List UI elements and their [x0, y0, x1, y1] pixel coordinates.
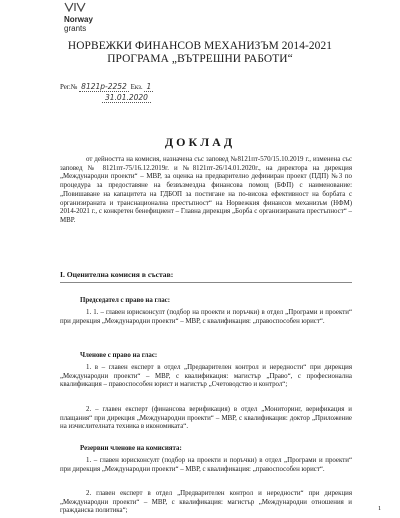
logo-mark-icon [64, 2, 86, 12]
intro-text: от дейността на комисия, назначена със заповед №8121пт-570/15.10.2019 г., изменена със заповед № 8121пт-75/16.12.2019г. и №8121пт-26/14.01.2020г., на директора на дирекция „Международни проекти“ – МВР, за оценка на предварително дефиниран проект (ПДП) №3 по процедура за предоставяне на безвъзмездна финансова помощ (БФП) с наименование: „Повишаване на капацитета на ГДБОП за постигане на по-висока ефективност на борбата с организираната и транснационална престъпност“ на Норвежкия финансов механизъм (НФМ) 2014-2021 г., с конкретен бенефициент – Главна дирекция „Борба с организираната престъпност“ – МВР. [60, 156, 352, 224]
document-title: ДОКЛАД [164, 135, 236, 149]
copy-label: Екз. [130, 83, 143, 91]
copy-number: 1 [146, 82, 152, 91]
header-title-line2: ПРОГРАМА „ВЪТРЕШНИ РАБОТИ“ [107, 53, 293, 65]
members-heading: Членове с право на глас: [80, 352, 158, 359]
chair-heading: Председател с право на глас: [80, 297, 170, 304]
registration-line [60, 82, 153, 91]
member2-text: 2. – главен експерт (финансова верификация) в отдел „Мониторинг, верификация и плащания“ при дирекция „Международни проекти“ – МВР, с квалификация: доктор „Приложение на изчислителната техника в икономиката“. [60, 406, 352, 431]
registration-date: 31.01.2020 [102, 93, 151, 103]
chair-item [60, 309, 352, 326]
reserve-item-1 [60, 457, 352, 474]
member-item-1 [60, 364, 352, 390]
header-title-line1: НОРВЕЖКИ ФИНАНСОВ МЕХАНИЗЪМ 2014-2021 [67, 40, 333, 52]
member-item-2 [60, 406, 352, 432]
page-number: 1 [378, 505, 382, 512]
logo-grants-text: grants [64, 24, 87, 33]
logo-norway-text: Norway [64, 15, 93, 24]
section-commission-title: I. Оценителна комисия в състав: [60, 270, 174, 279]
reserve2-text: 2. главен експерт в отдел „Предварителен контрол и нередности“ при дирекция „Международни проекти“ – МВР, с квалификация: магистър „Международни отношения и гражданска политика“; [60, 490, 352, 515]
reg-number: 8121р-2252 [81, 82, 127, 91]
intro-paragraph [60, 156, 352, 226]
section-divider [60, 282, 352, 283]
reg-label: Рег.№ [60, 83, 78, 91]
member1-text: 1. в – главен експерт в отдел „Предварителен контрол и нередности“ при дирекция „Международни проекти“ – МВР, с квалификация: магистър „Право“, с професионална квалификация – правоспособен юрист и магистър „Счетоводство и контрол“; [60, 364, 352, 389]
chair-text: 1. 1. – главен юрисконсулт (подбор на проекти и поръчки) в отдел „Програми и проекти“ при дирекция „Международни проекти“ – МВР, с квалификация: „правоспособен юрист“. [60, 309, 352, 325]
registration-date-line [102, 93, 151, 102]
reserve-item-2 [60, 490, 352, 516]
reserve-heading: Резервни членове на комисията: [80, 445, 182, 452]
reserve1-text: 1. – главен юрисконсулт (подбор на проекти и поръчки) в отдел „Програми и проекти“ при дирекция „Международни проекти“ – МВР, с квалификация: „правоспособен юрист“. [60, 457, 352, 473]
